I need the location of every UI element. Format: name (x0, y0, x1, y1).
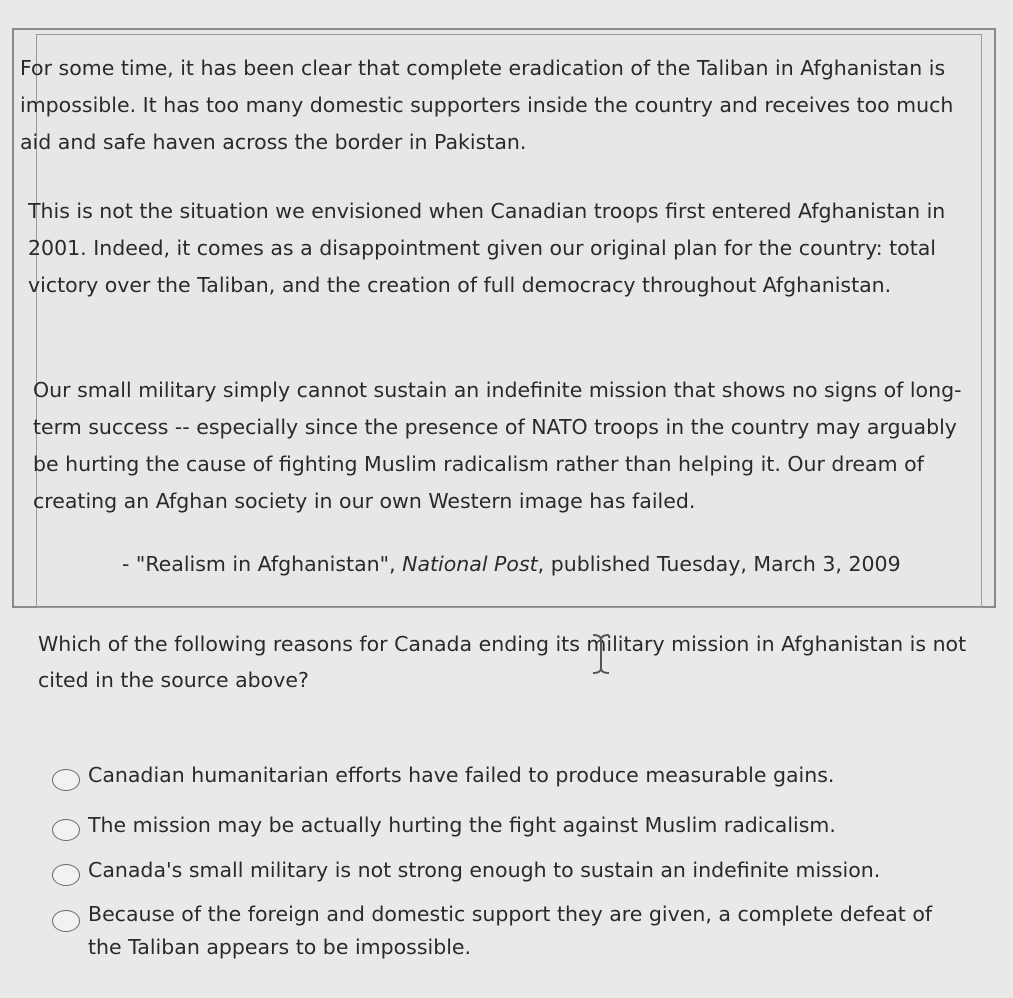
radio-button[interactable] (52, 864, 80, 886)
radio-button[interactable] (52, 819, 80, 841)
answer-option-label: Canadian humanitarian efforts have failed to produce measurable gains. (88, 763, 835, 787)
source-paragraph-2: This is not the situation we envisioned when Canadian troops first entered Afghanistan in 2001. Indeed, it comes as a disappointment given our original plan for the country: total victory over the Taliban, and the creation of full democracy throughout Afghanistan. (28, 199, 946, 297)
question-text: Which of the following reasons for Canada ending its military mission in Afghanistan is not cited in the source above? (38, 632, 967, 692)
radio-button[interactable] (52, 910, 80, 932)
answer-option-label: Because of the foreign and domestic support they are given, a complete defeat of the Taliban appears to be impossible. (88, 902, 933, 959)
answer-option-label: Canada's small military is not strong enough to sustain an indefinite mission. (88, 858, 881, 882)
answer-option-label: The mission may be actually hurting the fight against Muslim radicalism. (88, 813, 836, 837)
source-paragraph-3: Our small military simply cannot sustain an indefinite mission that shows no signs of long-term success -- especially since the presence of NATO troops in the country may arguably be hurting the cause of fighting Muslim radicalism rather than helping it. Our dream of creating an Afghan society in our own Western image has failed. (33, 378, 962, 513)
source-paragraph-1: For some time, it has been clear that complete eradication of the Taliban in Afghanistan is impossible. It has too many domestic supporters inside the country and receives too much aid and safe haven across the border in Pakistan. (20, 56, 954, 154)
citation-prefix: - "Realism in Afghanistan", (122, 552, 403, 576)
citation-publication: National Post (402, 552, 538, 576)
citation-suffix: , published Tuesday, March 3, 2009 (537, 552, 901, 576)
text-cursor-icon (590, 632, 612, 676)
radio-button[interactable] (52, 769, 80, 791)
source-citation (122, 546, 901, 582)
